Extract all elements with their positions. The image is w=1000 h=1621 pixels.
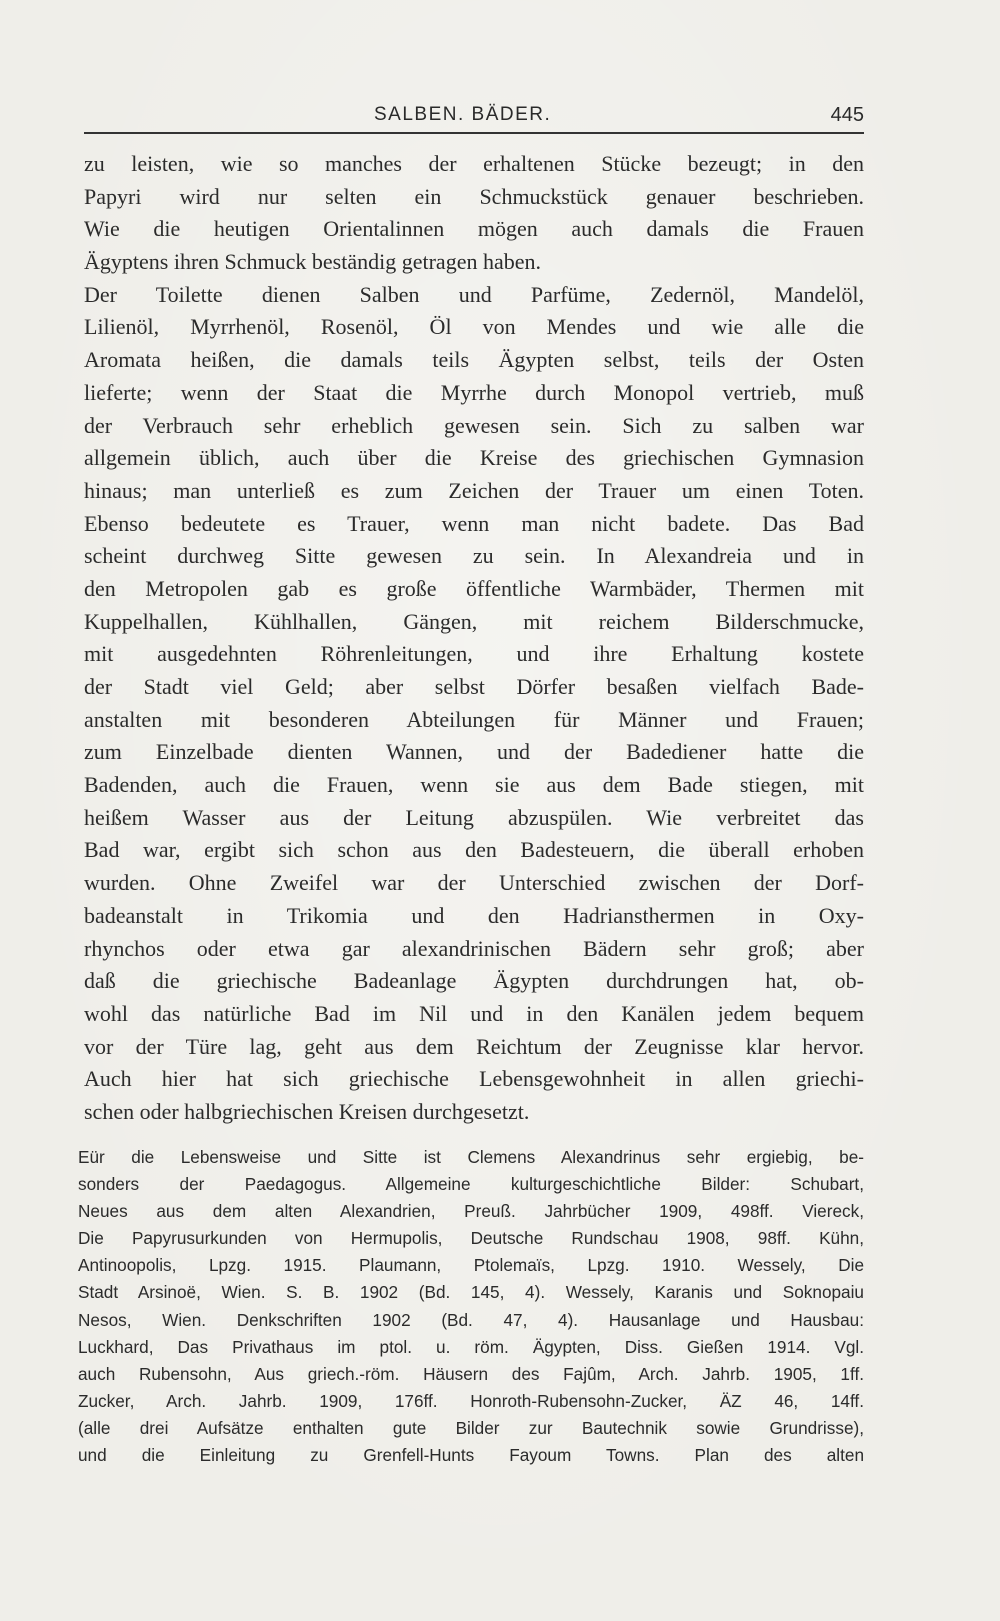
text-line: Auch hier hat sich griechische Lebensgewohnheit in allen griechi- bbox=[84, 1066, 864, 1092]
text-line: allgemein üblich, auch über die Kreise des griechischen Gymnasion bbox=[84, 445, 864, 471]
page-number: 445 bbox=[830, 104, 864, 126]
text-line: hinaus; man unterließ es zum Zeichen der Trauer um einen Toten. bbox=[84, 477, 864, 503]
note-line: Stadt Arsinoë, Wien. S. B. 1902 (Bd. 145, 4). Wessely, Karanis und Soknopaiu bbox=[78, 1282, 864, 1303]
note-line: Die Papyrusurkunden von Hermupolis, Deutsche Rundschau 1908, 98ff. Kühn, bbox=[78, 1228, 864, 1249]
main-text bbox=[84, 148, 864, 1129]
text-line: rhynchos oder etwa gar alexandrinischen Bädern sehr groß; aber bbox=[84, 935, 864, 961]
text-line: lieferte; wenn der Staat die Myrrhe durch Monopol vertrieb, muß bbox=[84, 379, 864, 405]
text-line: anstalten mit besonderen Abteilungen für Männer und Frauen; bbox=[84, 706, 864, 732]
note-line: sonders der Paedagogus. Allgemeine kulturgeschichtliche Bilder: Schubart, bbox=[78, 1174, 864, 1195]
note-line: Nesos, Wien. Denkschriften 1902 (Bd. 47, 4). Hausanlage und Hausbau: bbox=[78, 1309, 864, 1330]
text-line: den Metropolen gab es große öffentliche Warmbäder, Thermen mit bbox=[84, 575, 864, 601]
text-line: Badenden, auch die Frauen, wenn sie aus dem Bade stiegen, mit bbox=[84, 772, 864, 798]
text-line: Wie die heutigen Orientalinnen mögen auch damals die Frauen bbox=[84, 216, 864, 242]
note-line: Zucker, Arch. Jahrb. 1909, 176ff. Honroth-Rubensohn-Zucker, ÄZ 46, 14ff. bbox=[78, 1390, 864, 1411]
text-line: zu leisten, wie so manches der erhaltenen Stücke bezeugt; in den bbox=[84, 151, 864, 176]
text-line: Papyri wird nur selten ein Schmuckstück genauer beschrieben. bbox=[84, 183, 864, 209]
bibliography-notes bbox=[78, 1144, 864, 1469]
text-line: vor der Türe lag, geht aus dem Reichtum der Zeugnisse klar hervor. bbox=[84, 1033, 864, 1059]
text-line: heißem Wasser aus der Leitung abzuspülen. Wie verbreitet das bbox=[84, 804, 864, 830]
page-header bbox=[84, 104, 864, 132]
text-line: der Verbrauch sehr erheblich gewesen sein. Sich zu salben war bbox=[84, 412, 864, 438]
note-line: Neues aus dem alten Alexandrien, Preuß. Jahrbücher 1909, 498ff. Viereck, bbox=[78, 1201, 864, 1222]
text-line: badeanstalt in Trikomia und den Hadriansthermen in Oxy- bbox=[84, 902, 864, 928]
text-line: Der Toilette dienen Salben und Parfüme, Zedernöl, Mandelöl, bbox=[84, 281, 864, 307]
note-line: (alle drei Aufsätze enthalten gute Bilder zur Bautechnik sowie Grundrisse), bbox=[78, 1417, 864, 1438]
note-line: Antinoopolis, Lpzg. 1915. Plaumann, Ptolemaïs, Lpzg. 1910. Wessely, Die bbox=[78, 1255, 864, 1276]
text-line: schen oder halbgriechischen Kreisen durchgesetzt. bbox=[84, 1098, 530, 1124]
text-line: scheint durchweg Sitte gewesen zu sein. In Alexandreia und in bbox=[84, 543, 864, 569]
text-line: der Stadt viel Geld; aber selbst Dörfer besaßen vielfach Bade- bbox=[84, 674, 864, 699]
text-line: daß die griechische Badeanlage Ägypten durchdrungen hat, ob- bbox=[84, 968, 864, 994]
text-line: wurden. Ohne Zweifel war der Unterschied zwischen der Dorf- bbox=[84, 870, 864, 896]
text-line: Lilienöl, Myrrhenöl, Rosenöl, Öl von Mendes und wie alle die bbox=[84, 314, 864, 340]
text-line: zum Einzelbade dienten Wannen, und der Badediener hatte die bbox=[84, 739, 864, 765]
note-line: Luckhard, Das Privathaus im ptol. u. röm. Ägypten, Diss. Gießen 1914. Vgl. bbox=[78, 1336, 864, 1357]
text-line: Aromata heißen, die damals teils Ägypten selbst, teils der Osten bbox=[84, 347, 864, 373]
text-line: Bad war, ergibt sich schon aus den Badesteuern, die überall erhoben bbox=[84, 837, 864, 863]
text-line: Kuppelhallen, Kühlhallen, Gängen, mit reichem Bilderschmucke, bbox=[84, 608, 864, 634]
note-line: Eür die Lebensweise und Sitte ist Clemens Alexandrinus sehr ergiebig, be- bbox=[78, 1147, 864, 1167]
note-line: auch Rubensohn, Aus griech.-röm. Häusern des Fajûm, Arch. Jahrb. 1905, 1ff. bbox=[78, 1363, 864, 1384]
running-head: SALBEN. BÄDER. bbox=[374, 104, 552, 125]
text-line: mit ausgedehnten Röhrenleitungen, und ihre Erhaltung kostete bbox=[84, 641, 864, 667]
text-line: Ebenso bedeutete es Trauer, wenn man nicht badete. Das Bad bbox=[84, 510, 864, 536]
header-rule bbox=[84, 132, 864, 134]
text-line: Ägyptens ihren Schmuck beständig getragen haben. bbox=[84, 249, 541, 275]
note-line: und die Einleitung zu Grenfell-Hunts Fayoum Towns. Plan des alten bbox=[78, 1445, 864, 1466]
text-line: wohl das natürliche Bad im Nil und in den Kanälen jedem bequem bbox=[84, 1000, 864, 1026]
